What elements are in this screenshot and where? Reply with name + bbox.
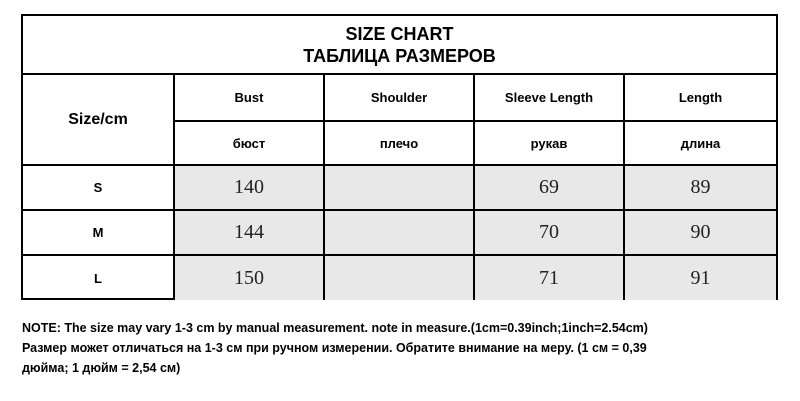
size-table: [23, 75, 776, 300]
shoulder-value: [324, 165, 474, 210]
column-header-sleeve-ru: рукав: [474, 121, 624, 165]
column-header-shoulder-ru: плечо: [324, 121, 474, 165]
size-label: M: [23, 210, 174, 255]
column-header-length: Length: [624, 75, 776, 121]
size-cm-header: Size/cm: [23, 75, 174, 165]
title-russian: ТАБЛИЦА РАЗМЕРОВ: [303, 46, 496, 66]
column-header-bust: Bust: [174, 75, 324, 121]
bust-value: 150: [174, 255, 324, 300]
title-english: SIZE CHART: [345, 24, 454, 44]
measurement-note: [22, 318, 782, 378]
length-value: 91: [624, 255, 776, 300]
table-row: [23, 165, 776, 210]
column-header-length-ru: длина: [624, 121, 776, 165]
bust-value: 140: [174, 165, 324, 210]
table-row: [23, 210, 776, 255]
sleeve-value: 71: [474, 255, 624, 300]
note-russian-line1: Размер может отличаться на 1-3 см при ручном измерении. Обратите внимание на меру. (1 см = 0,39: [22, 341, 647, 355]
column-header-sleeve-length: Sleeve Length: [474, 75, 624, 121]
bust-value: 144: [174, 210, 324, 255]
chart-title: [23, 16, 776, 75]
size-label: S: [23, 165, 174, 210]
size-chart: [21, 14, 778, 300]
length-value: 90: [624, 210, 776, 255]
column-header-bust-ru: бюст: [174, 121, 324, 165]
length-value: 89: [624, 165, 776, 210]
table-row: [23, 255, 776, 300]
sleeve-value: 69: [474, 165, 624, 210]
column-header-shoulder: Shoulder: [324, 75, 474, 121]
size-label: L: [23, 255, 174, 300]
shoulder-value: [324, 255, 474, 300]
sleeve-value: 70: [474, 210, 624, 255]
note-english: NOTE: The size may vary 1-3 cm by manual measurement. note in measure.(1cm=0.39inch;1inch=2.54cm): [22, 321, 648, 335]
shoulder-value: [324, 210, 474, 255]
note-russian-line2: дюйма; 1 дюйм = 2,54 см): [22, 361, 181, 375]
